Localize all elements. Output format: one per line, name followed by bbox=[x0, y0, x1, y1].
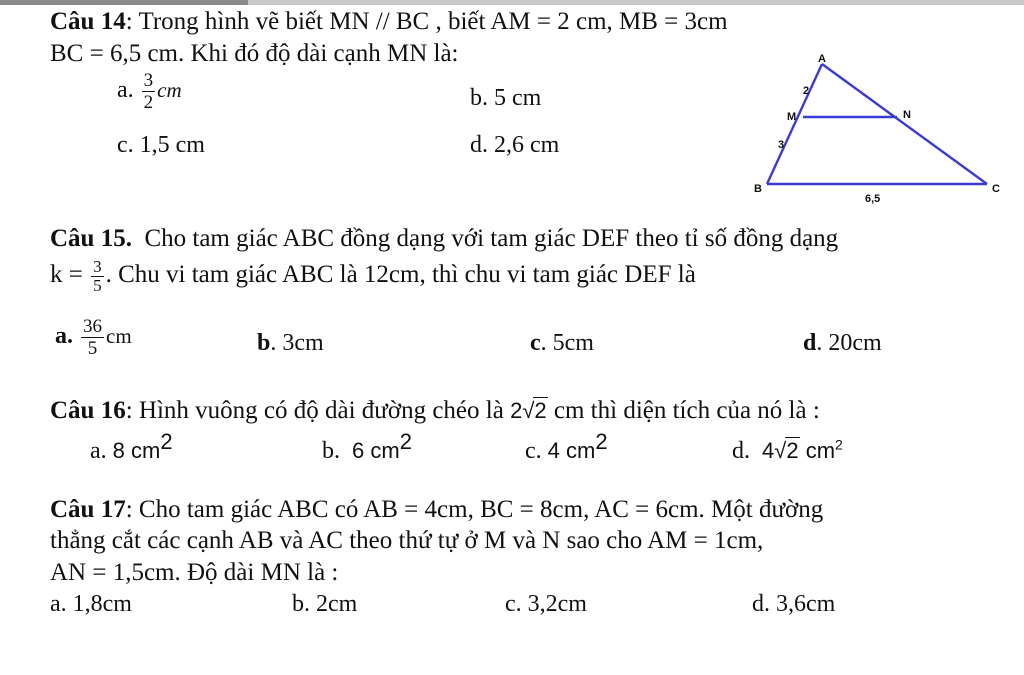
triangle-figure bbox=[745, 52, 1015, 212]
q15-title: Câu 15. bbox=[50, 225, 132, 252]
q15-option-a bbox=[55, 316, 132, 359]
q16-d-exponent: 2 bbox=[835, 436, 843, 453]
q15-k-fraction bbox=[91, 258, 104, 295]
q17-option-b: b. 2cm bbox=[292, 591, 358, 617]
q16-diag-coef: 2 bbox=[510, 398, 523, 423]
label-mb: 3 bbox=[778, 139, 785, 151]
side-ab bbox=[767, 64, 822, 184]
q16-d-unit: cm bbox=[805, 438, 836, 463]
q16-a-value: 8 cm bbox=[112, 438, 161, 463]
q17-line1-text: : Cho tam giác ABC có AB = 4cm, BC = 8cm, AC = 6cm. Một đường bbox=[125, 496, 824, 523]
q16-title: Câu 16 bbox=[50, 397, 126, 424]
q15-d-text: . 20cm bbox=[816, 330, 882, 356]
q14-title: Câu 14 bbox=[50, 8, 126, 35]
q17-option-a: a. 1,8cm bbox=[50, 591, 132, 617]
q15-k-prefix: k = bbox=[50, 261, 83, 289]
q16-d-coef: 4 bbox=[762, 438, 775, 463]
q14-a-num: 3 bbox=[143, 70, 154, 91]
q16-a-exponent: 2 bbox=[160, 429, 173, 454]
q16-d-value: 4√2 $cm^2$ bbox=[762, 436, 843, 463]
q16-option-c bbox=[525, 429, 608, 465]
q14-line1 bbox=[50, 8, 728, 36]
scroll-thumb[interactable] bbox=[0, 0, 248, 5]
q15-a-den: 5 bbox=[87, 338, 98, 359]
q15-a-num: 36 bbox=[83, 316, 102, 337]
q14-option-d: d. 2,6 cm bbox=[470, 132, 560, 158]
q15-c-text: . 5cm bbox=[540, 330, 594, 356]
q15-line2 bbox=[50, 258, 696, 295]
q16-d-radicand: 2 bbox=[786, 438, 799, 463]
q14-a-label: a. bbox=[117, 77, 134, 104]
q17-line1 bbox=[50, 496, 823, 524]
label-bc: 6,5 bbox=[865, 193, 881, 205]
side-ac bbox=[822, 64, 987, 184]
q14-line2: BC = 6,5 cm. Khi đó độ dài cạnh MN là: bbox=[50, 40, 459, 67]
q15-a-label: a. bbox=[55, 323, 73, 350]
q15-option-c bbox=[530, 329, 594, 357]
q17-line2: thẳng cắt các cạnh AB và AC theo thứ tự ở M và N sao cho AM = 1cm, bbox=[50, 527, 764, 554]
q16-c-exponent: 2 bbox=[595, 429, 608, 454]
q15-option-d bbox=[803, 329, 882, 357]
q16-d-label: d. bbox=[732, 438, 750, 464]
q15-option-b bbox=[257, 329, 324, 357]
q15-c-label: c bbox=[530, 330, 541, 356]
label-a: A bbox=[818, 53, 826, 65]
q17-title: Câu 17 bbox=[50, 496, 126, 523]
q15-k-num: 3 bbox=[93, 257, 102, 276]
q16-b-label: b. bbox=[322, 438, 340, 464]
q16-option-b bbox=[322, 429, 412, 465]
q14-option-b: b. 5 cm bbox=[470, 85, 542, 111]
label-c: C bbox=[992, 183, 1000, 195]
label-n: N bbox=[903, 109, 911, 121]
q15-line1-text: Cho tam giác ABC đồng dạng với tam giác DEF theo tỉ số đồng dạng bbox=[144, 225, 839, 252]
q14-a-unit: cm bbox=[157, 78, 182, 103]
q17-option-c: c. 3,2cm bbox=[505, 591, 587, 617]
q15-d-label: d bbox=[803, 330, 817, 356]
q16-diag-radicand: 2 bbox=[534, 398, 547, 423]
q17-line3: AN = 1,5cm. Độ dài MN là : bbox=[50, 559, 339, 586]
q16-line1 bbox=[50, 397, 820, 425]
q14-line1-text: : Trong hình vẽ biết MN // BC , biết AM = 2 cm, MB = 3cm bbox=[125, 8, 728, 35]
q16-b-exponent: 2 bbox=[399, 429, 412, 454]
label-b: B bbox=[754, 183, 762, 195]
q16-a-label: a. bbox=[90, 438, 107, 464]
q15-a-unit: cm bbox=[106, 324, 132, 349]
q17-option-d: d. 3,6cm bbox=[752, 591, 836, 617]
q15-b-text: . 3cm bbox=[270, 330, 324, 356]
q15-line2-text: . Chu vi tam giác ABC là 12cm, thì chu vi tam giác DEF là bbox=[105, 261, 696, 289]
q15-a-fraction bbox=[81, 316, 104, 359]
q15-k-den: 5 bbox=[93, 276, 102, 295]
q14-a-den: 2 bbox=[143, 92, 154, 113]
q16-line1-post: cm thì diện tích của nó là : bbox=[547, 397, 820, 424]
q15-b-label: b bbox=[257, 330, 271, 356]
q16-c-value: 4 cm bbox=[547, 438, 596, 463]
q15-line1 bbox=[50, 225, 838, 253]
label-am: 2 bbox=[803, 85, 810, 97]
label-m: M bbox=[787, 111, 797, 123]
q14-option-a bbox=[117, 70, 182, 113]
q16-diagonal-value: 2√2 bbox=[510, 398, 547, 423]
q16-option-d bbox=[732, 437, 843, 465]
q16-c-label: c. bbox=[525, 438, 542, 464]
q16-line1-pre: : Hình vuông có độ dài đường chéo là bbox=[125, 397, 511, 424]
q14-option-c: c. 1,5 cm bbox=[117, 132, 205, 158]
viewer-scroll-indicator bbox=[0, 0, 1024, 5]
q14-a-fraction bbox=[142, 70, 156, 113]
q16-option-a bbox=[90, 429, 173, 465]
q16-b-value: 6 cm bbox=[352, 438, 400, 463]
